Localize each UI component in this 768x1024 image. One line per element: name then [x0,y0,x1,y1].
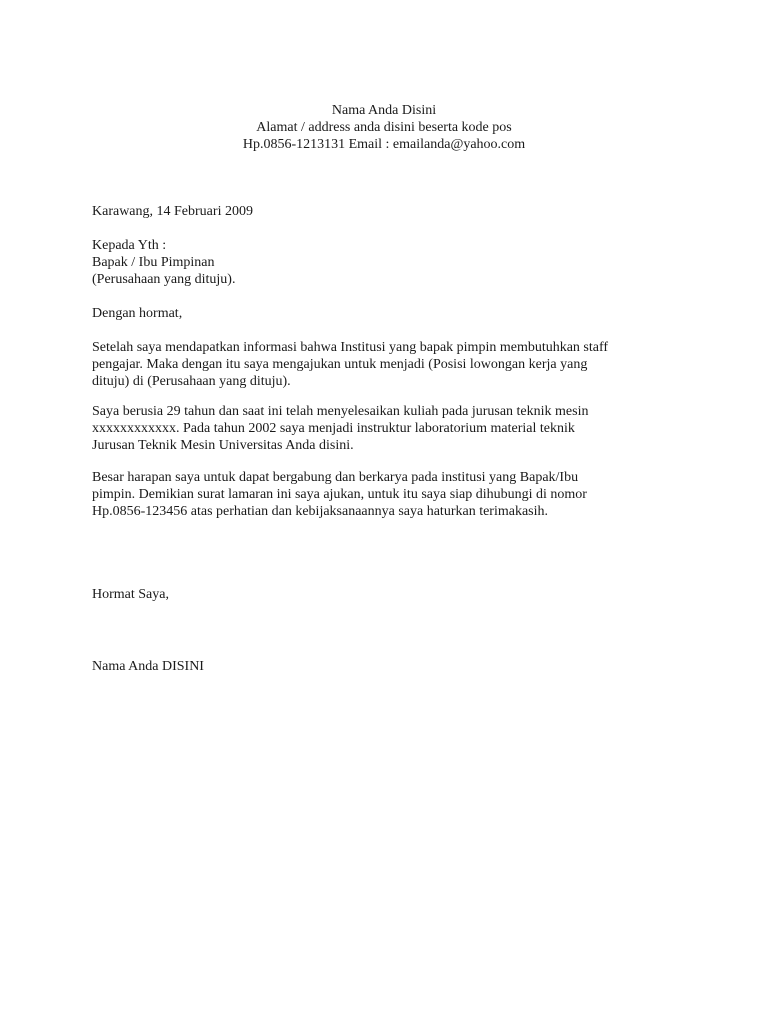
paragraph-line: pengajar. Maka dengan itu saya mengajukan untuk menjadi (Posisi lowongan kerja yang [92,357,588,372]
signer-name: Nama Anda DISINI [92,659,204,674]
closing-line: Hormat Saya, [92,587,169,602]
sender-address: Alamat / address anda disini beserta kode pos [256,120,512,135]
paragraph-line: Besar harapan saya untuk dapat bergabung dan berkarya pada institusi yang Bapak/Ibu [92,470,579,485]
recipient-title: Bapak / Ibu Pimpinan [92,255,215,270]
greeting-block [92,305,692,322]
date-line: Karawang, 14 Februari 2009 [92,204,253,219]
paragraph-intro [92,339,692,390]
recipient-company: (Perusahaan yang dituju). [92,272,236,287]
signature-block [92,658,692,675]
paragraph-line: pimpin. Demikian surat lamaran ini saya ajukan, untuk itu saya siap dihubungi di nomor [92,487,587,502]
paragraph-line: Saya berusia 29 tahun dan saat ini telah menyelesaikan kuliah pada jurusan teknik mesin [92,404,589,419]
recipient-salutation: Kepada Yth : [92,238,167,253]
paragraph-line: Hp.0856-123456 atas perhatian dan kebijaksanaannya saya haturkan terimakasih. [92,504,549,519]
sender-name: Nama Anda Disini [331,103,437,118]
sender-contact: Hp.0856-1213131 Email : emailanda@yahoo.com [242,137,526,152]
paragraph-line: Jurusan Teknik Mesin Universitas Anda disini. [92,438,354,453]
paragraph-background [92,403,692,454]
closing-block [92,586,692,603]
recipient-block [92,237,692,288]
paragraph-line: dituju) di (Perusahaan yang dituju). [92,374,291,389]
letter-header [0,102,768,153]
paragraph-line: Setelah saya mendapatkan informasi bahwa Institusi yang bapak pimpin membutuhkan staff [92,340,609,355]
paragraph-closing [92,469,692,520]
paragraph-line: xxxxxxxxxxxx. Pada tahun 2002 saya menjadi instruktur laboratorium material teknik [92,421,575,436]
greeting-line: Dengan hormat, [92,306,183,321]
date-block [92,203,692,220]
